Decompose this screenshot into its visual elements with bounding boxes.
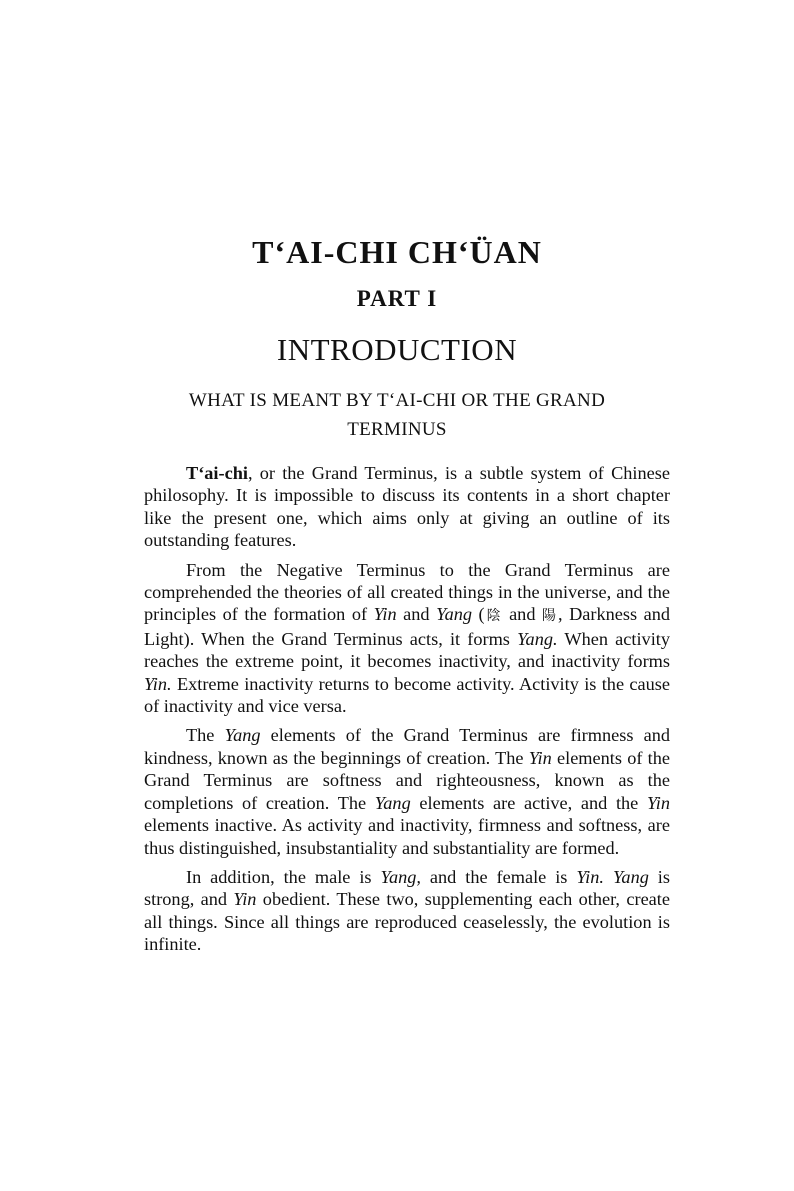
part-heading: PART I <box>356 286 438 311</box>
book-title: T‘AI-CHI CH‘ÜAN <box>252 234 542 270</box>
chinese-character: 陰 <box>484 608 503 625</box>
chapter-subheading: WHAT IS MEANT BY T‘AI-CHI OR THE GRAND TERMINUS <box>188 390 606 440</box>
italic-term: Yang <box>436 604 472 625</box>
paragraph-1 <box>144 462 670 552</box>
italic-term: Yin. <box>144 673 172 694</box>
text-run: and <box>502 604 542 625</box>
italic-term: Yang <box>224 725 261 746</box>
text-run: elements of the Grand Terminus are firmness and kindness, known as the beginnings of creation. The <box>144 725 670 768</box>
paragraph-2 <box>144 559 670 718</box>
text-run <box>604 867 613 887</box>
italic-term: Yang. <box>517 628 558 649</box>
text-run: elements are active, and the <box>410 792 647 813</box>
text-run: When activity reaches the extreme point, it becomes inactivity, and inactivity forms <box>144 628 670 672</box>
text-run: obedient. These two, supplementing each other, create all things. Since all things are reproduced ceaselessly, the evolution is infinite. <box>144 889 670 955</box>
bold-term: T‘ai-chi <box>186 463 248 483</box>
text-run: ( <box>472 604 485 625</box>
text-run: , or the Grand Terminus, is a subtle system of Chinese philosophy. It is impossible to discuss its contents in a short chapter like the present one, which aims only at giving an outline of its outstanding features. <box>144 463 670 551</box>
text-run: elements inactive. As activity and inactivity, firmness and softness, are thus distinguished, insubstantiality and substantiality are formed. <box>144 815 670 858</box>
text-run: The <box>186 725 225 746</box>
section-heading: INTRODUCTION <box>276 332 518 367</box>
text-run: and the female is <box>420 866 577 887</box>
text-run: elements of the Grand Terminus are softness and righteousness, known as the completions of creation. The <box>144 747 670 813</box>
italic-term: Yin <box>646 792 670 813</box>
italic-term: Yang, <box>380 866 421 887</box>
paragraph-3 <box>144 724 670 858</box>
text-run: and <box>396 604 437 625</box>
text-run: In addition, the male is <box>186 866 381 887</box>
text-run: is strong, and <box>144 866 670 910</box>
text-run: Extreme inactivity returns to become activity. Activity is the cause of inactivity and vice versa. <box>144 673 670 717</box>
italic-term: Yin <box>233 889 257 910</box>
body-text <box>144 462 670 963</box>
italic-term: Yang <box>612 866 649 887</box>
text-run: From the Negative Terminus to the Grand Terminus are comprehended the theories of all created things in the universe, and the principles of the formation of <box>144 559 670 625</box>
italic-term: Yin. <box>576 866 604 887</box>
italic-term: Yang <box>374 792 411 813</box>
italic-term: Yin <box>373 604 397 625</box>
text-run: , Darkness and Light). When the Grand Terminus acts, it forms <box>144 604 671 649</box>
chinese-character: 陽 <box>542 608 558 625</box>
paragraph-4 <box>144 866 670 956</box>
italic-term: Yin <box>528 747 552 768</box>
